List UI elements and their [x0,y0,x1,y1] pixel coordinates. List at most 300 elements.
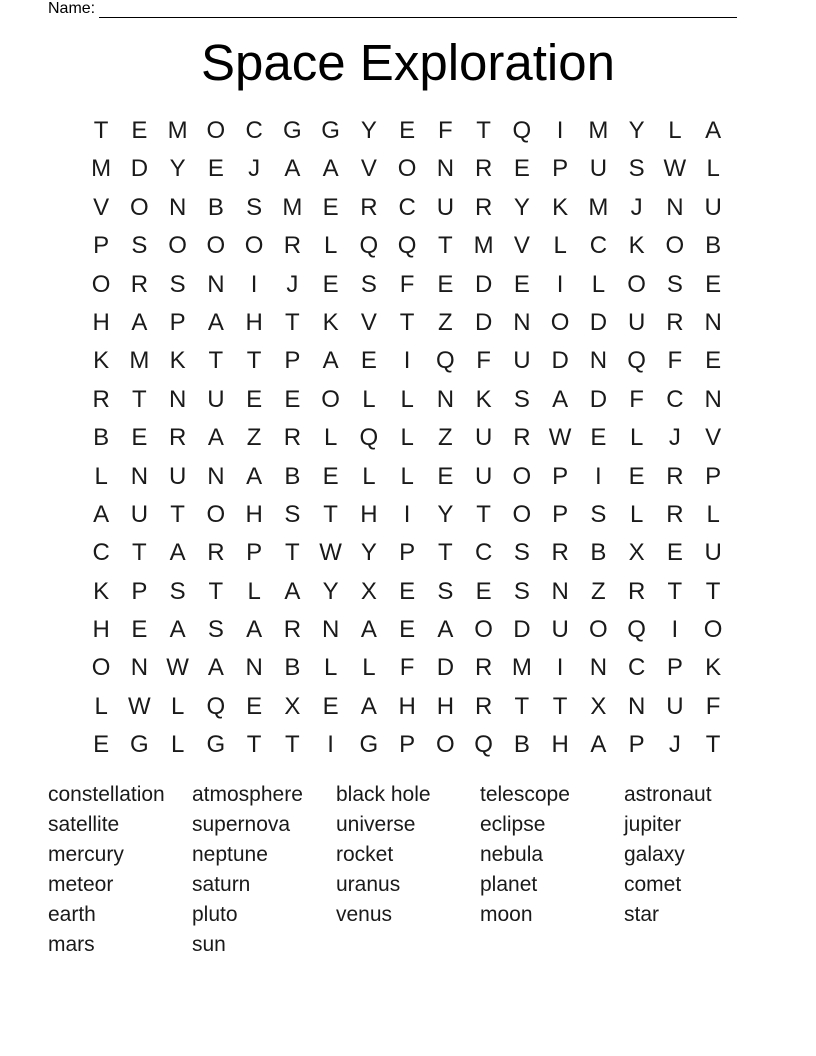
grid-letter: A [552,385,569,413]
grid-letter: F [438,117,453,144]
grid-letter: P [552,462,569,490]
grid-letter: L [247,577,261,605]
grid-letter: E [705,270,722,298]
grid-letter: M [473,232,494,260]
grid-letter: H [92,616,110,644]
grid-letter: F [705,692,721,720]
grid-letter: E [246,692,263,720]
grid-letter: E [513,270,530,298]
grid-letter: H [398,692,416,720]
grid-letter: R [360,193,378,221]
grid-letter: E [207,155,224,183]
grid-letter: V [705,424,722,452]
grid-letter: R [168,424,187,452]
grid-letter: B [705,232,722,260]
grid-letter: R [627,577,646,605]
grid-letter: R [283,232,302,260]
grid-letter: M [91,155,112,183]
grid-letter: S [666,270,683,298]
grid-letter: N [168,385,187,413]
word-list-item: comet [624,873,682,896]
grid-letter: A [93,500,110,528]
grid-letter: Z [591,577,606,605]
grid-letter: L [170,692,185,720]
grid-letter: O [91,270,111,298]
grid-letter: I [403,347,411,375]
grid-letter: U [551,616,569,644]
grid-letter: K [705,654,722,682]
grid-letter: T [514,692,530,720]
grid-letter: I [556,117,564,144]
grid-letter: E [590,424,607,452]
grid-letter: T [552,692,568,720]
grid-letter: E [93,731,110,759]
grid-letter: Q [627,347,646,375]
grid-letter: C [92,539,110,567]
grid-letter: S [169,577,186,605]
word-list-item: mercury [48,843,124,866]
grid-letter: Z [246,424,262,452]
grid-letter: M [167,117,188,144]
grid-letter: E [475,577,492,605]
grid-letter: E [666,539,683,567]
grid-letter: A [705,117,722,144]
grid-letter: E [246,385,263,413]
grid-letter: P [284,347,301,375]
grid-letter: C [627,654,646,682]
grid-letter: Z [438,308,453,336]
grid-letter: X [628,539,645,567]
grid-letter: P [169,308,186,336]
word-list [48,780,768,960]
word-list-item: mars [48,933,95,956]
grid-letter: W [128,692,151,720]
grid-letter: H [245,500,263,528]
grid-letter: C [245,117,263,144]
grid-letter: P [552,155,569,183]
grid-letter: K [322,308,339,336]
grid-letter: A [246,462,263,490]
grid-letter: B [513,731,530,759]
grid-letter: D [589,308,608,336]
grid-letter: H [436,692,455,720]
grid-letter: O [168,232,187,260]
grid-letter: V [360,155,377,183]
grid-letter: L [629,500,644,528]
grid-letter: K [169,347,186,375]
grid-letter: L [323,424,338,452]
grid-letter: U [666,692,684,720]
grid-letter: J [668,424,681,452]
grid-letter: D [130,155,149,183]
grid-letter: L [362,654,376,682]
grid-letter: I [327,731,334,759]
grid-letter: E [513,155,530,183]
grid-letter: T [323,500,338,528]
grid-letter: O [321,385,340,413]
grid-letter: A [169,539,186,567]
grid-letter: J [668,731,681,759]
word-list-item: rocket [336,843,394,866]
grid-letter: E [322,692,339,720]
grid-letter: N [551,577,569,605]
grid-letter: O [436,731,455,759]
grid-letter: Y [513,193,530,221]
grid-letter: X [284,692,301,720]
grid-letter: P [246,539,263,567]
grid-letter: Q [397,232,417,260]
grid-letter: N [589,654,608,682]
grid-letter: T [438,539,453,567]
word-list-item: jupiter [624,813,682,836]
grid-letter: G [321,117,340,144]
grid-letter: F [629,385,644,413]
grid-letter: C [474,539,493,567]
grid-letter: G [206,731,226,759]
grid-letter: T [285,539,300,567]
grid-letter: B [93,424,110,452]
grid-letter: L [629,424,644,452]
grid-letter: A [284,577,301,605]
grid-letter: N [589,347,608,375]
grid-letter: I [671,616,679,644]
grid-letter: T [476,117,491,144]
word-list-item: pluto [192,903,238,926]
grid-letter: S [513,539,530,567]
grid-letter: K [628,232,645,260]
grid-letter: L [706,500,720,528]
grid-letter: O [474,616,493,644]
word-list-item: sun [192,933,226,956]
grid-letter: E [399,117,416,144]
grid-letter: Y [360,539,377,567]
grid-letter: T [285,308,300,336]
grid-letter: S [169,270,186,298]
grid-letter: W [166,654,189,682]
grid-letter: W [319,539,342,567]
grid-letter: A [284,155,301,183]
grid-letter: E [322,270,339,298]
letter-grid [82,112,732,765]
grid-letter: O [665,232,685,260]
grid-letter: P [628,731,645,759]
grid-letter: R [474,193,493,221]
word-list-item: planet [480,873,538,896]
grid-letter: E [399,616,416,644]
grid-letter: S [590,500,607,528]
grid-letter: A [246,616,263,644]
grid-letter: U [474,462,493,490]
word-list-item: moon [480,903,533,926]
grid-letter: A [207,654,224,682]
word-list-item: supernova [192,813,291,836]
grid-letter: L [591,270,606,298]
grid-letter: N [704,385,722,413]
grid-letter: M [282,193,303,221]
grid-letter: E [131,117,148,144]
grid-letter: S [437,577,454,605]
grid-letter: O [206,500,226,528]
grid-letter: B [284,654,301,682]
word-list-item: star [624,903,660,926]
word-list-item: neptune [192,843,268,866]
grid-letter: Q [359,424,379,452]
grid-letter: Y [322,577,339,605]
grid-letter: L [668,117,682,144]
grid-letter: O [91,654,111,682]
grid-letter: Q [359,232,379,260]
grid-letter: Y [360,117,377,144]
grid-letter: N [130,462,149,490]
grid-letter: T [399,308,415,336]
grid-letter: T [476,500,491,528]
grid-letter: E [437,462,454,490]
grid-letter: D [474,308,493,336]
grid-letter: R [92,385,110,413]
grid-letter: B [207,193,224,221]
word-list-item: saturn [192,873,251,896]
grid-letter: K [552,193,569,221]
grid-letter: A [437,616,454,644]
grid-letter: D [513,616,531,644]
grid-letter: S [360,270,377,298]
grid-letter: H [551,731,569,759]
word-list-item: nebula [480,843,544,866]
grid-letter: D [551,347,569,375]
grid-letter: P [552,500,569,528]
grid-letter: Y [437,500,454,528]
grid-letter: S [246,193,263,221]
grid-letter: M [129,347,150,375]
grid-letter: K [93,347,110,375]
grid-letter: N [207,270,225,298]
name-label: Name: [48,0,96,17]
grid-letter: N [168,193,187,221]
grid-letter: P [666,654,683,682]
grid-letter: T [132,539,147,567]
grid-letter: Q [627,616,646,644]
grid-letter: N [207,462,225,490]
grid-letter: E [322,193,339,221]
grid-letter: J [630,193,643,221]
grid-letter: N [245,654,263,682]
grid-letter: H [360,500,378,528]
grid-letter: E [322,462,339,490]
name-field-row [48,0,737,18]
grid-letter: R [474,155,493,183]
grid-letter: L [170,731,185,759]
grid-letter: Y [628,117,645,144]
grid-letter: S [207,616,224,644]
grid-letter: S [513,577,530,605]
grid-letter: C [398,193,416,221]
grid-letter: N [436,385,455,413]
grid-letter: S [628,155,645,183]
grid-letter: L [400,424,414,452]
grid-letter: R [666,500,684,528]
grid-letter: H [92,308,110,336]
name-line[interactable] [99,3,737,18]
grid-letter: B [284,462,301,490]
grid-letter: F [667,347,683,375]
word-list-item: galaxy [624,843,685,866]
grid-letter: E [705,347,722,375]
grid-letter: T [208,347,224,375]
grid-letter: I [556,654,564,682]
grid-letter: N [513,308,531,336]
page-title: Space Exploration [201,34,615,91]
grid-letter: D [436,654,455,682]
grid-letter: R [666,462,684,490]
grid-letter: B [590,539,607,567]
grid-letter: R [513,424,531,452]
grid-letter: T [93,117,109,144]
grid-letter: O [627,270,646,298]
grid-letter: L [323,654,338,682]
grid-letter: A [207,308,224,336]
grid-letter: L [323,232,338,260]
grid-letter: U [704,193,722,221]
grid-letter: O [589,616,608,644]
grid-letter: U [627,308,646,336]
grid-letter: D [589,385,608,413]
grid-letter: O [130,193,149,221]
word-list-item: eclipse [480,813,546,836]
grid-letter: N [704,308,722,336]
grid-letter: O [703,616,723,644]
grid-letter: G [359,731,379,759]
word-list-item: atmosphere [192,783,303,806]
grid-letter: G [130,731,149,759]
grid-letter: Q [206,692,226,720]
grid-letter: R [666,308,684,336]
grid-letter: H [245,308,263,336]
grid-letter: A [207,424,224,452]
grid-letter: R [130,270,149,298]
word-list-item: telescope [480,783,570,806]
grid-letter: N [666,193,684,221]
grid-letter: U [513,347,531,375]
grid-letter: V [360,308,377,336]
grid-letter: T [705,731,721,759]
word-list-item: venus [336,903,393,926]
word-list-item: constellation [48,783,165,806]
grid-letter: M [588,193,609,221]
grid-letter: Y [169,155,186,183]
grid-letter: N [130,654,149,682]
grid-letter: X [590,692,607,720]
grid-letter: I [595,462,602,490]
grid-letter: F [476,347,491,375]
grid-letter: Z [438,424,453,452]
grid-letter: I [250,270,258,298]
grid-letter: U [704,539,722,567]
grid-letter: U [436,193,455,221]
grid-letter: U [589,155,608,183]
grid-letter: S [513,385,530,413]
grid-letter: L [553,232,567,260]
grid-letter: O [512,500,532,528]
grid-letter: O [550,308,570,336]
grid-letter: P [93,232,110,260]
grid-letter: N [436,155,455,183]
grid-letter: R [207,539,225,567]
grid-letter: W [663,155,687,183]
grid-letter: R [551,539,569,567]
grid-letter: U [474,424,493,452]
grid-letter: U [130,500,149,528]
grid-letter: T [285,731,300,759]
grid-letter: P [131,577,148,605]
grid-letter: M [511,654,532,682]
grid-letter: F [399,654,415,682]
grid-letter: S [131,232,148,260]
grid-letter: T [705,577,721,605]
grid-letter: O [206,117,226,144]
grid-letter: A [169,616,186,644]
word-list-item: earth [48,903,96,926]
grid-letter: C [589,232,608,260]
word-list-item: uranus [336,873,401,896]
grid-letter: L [362,385,376,413]
grid-letter: L [94,692,108,720]
grid-letter: I [556,270,564,298]
grid-letter: A [131,308,148,336]
grid-letter: Q [436,347,455,375]
grid-letter: L [706,155,720,183]
grid-letter: Q [474,731,493,759]
grid-letter: O [512,462,532,490]
grid-letter: R [474,654,493,682]
grid-letter: E [131,424,148,452]
grid-letter: L [400,462,414,490]
grid-letter: P [705,462,722,490]
grid-letter: E [284,385,301,413]
grid-letter: V [513,232,530,260]
grid-letter: N [321,616,340,644]
grid-letter: T [208,577,224,605]
grid-letter: T [132,385,147,413]
grid-letter: E [399,577,416,605]
grid-letter: T [246,347,262,375]
grid-letter: U [207,385,225,413]
grid-letter: R [283,424,302,452]
grid-letter: L [94,462,108,490]
grid-letter: P [399,731,416,759]
grid-letter: L [400,385,414,413]
grid-letter: A [590,731,607,759]
word-list-item: black hole [336,783,431,806]
grid-letter: S [284,500,301,528]
grid-letter: A [322,155,339,183]
grid-letter: A [322,347,339,375]
grid-letter: O [397,155,417,183]
grid-letter: D [474,270,493,298]
grid-letter: T [667,577,683,605]
grid-letter: V [93,193,110,221]
grid-letter: K [475,385,492,413]
grid-letter: W [548,424,572,452]
word-list-item: satellite [48,813,120,836]
grid-letter: A [360,692,377,720]
grid-letter: M [588,117,609,144]
grid-letter: J [248,155,261,183]
word-list-item: universe [336,813,416,836]
grid-letter: G [283,117,302,144]
grid-letter: C [666,385,684,413]
word-list-item: meteor [48,873,114,896]
grid-letter: U [168,462,187,490]
